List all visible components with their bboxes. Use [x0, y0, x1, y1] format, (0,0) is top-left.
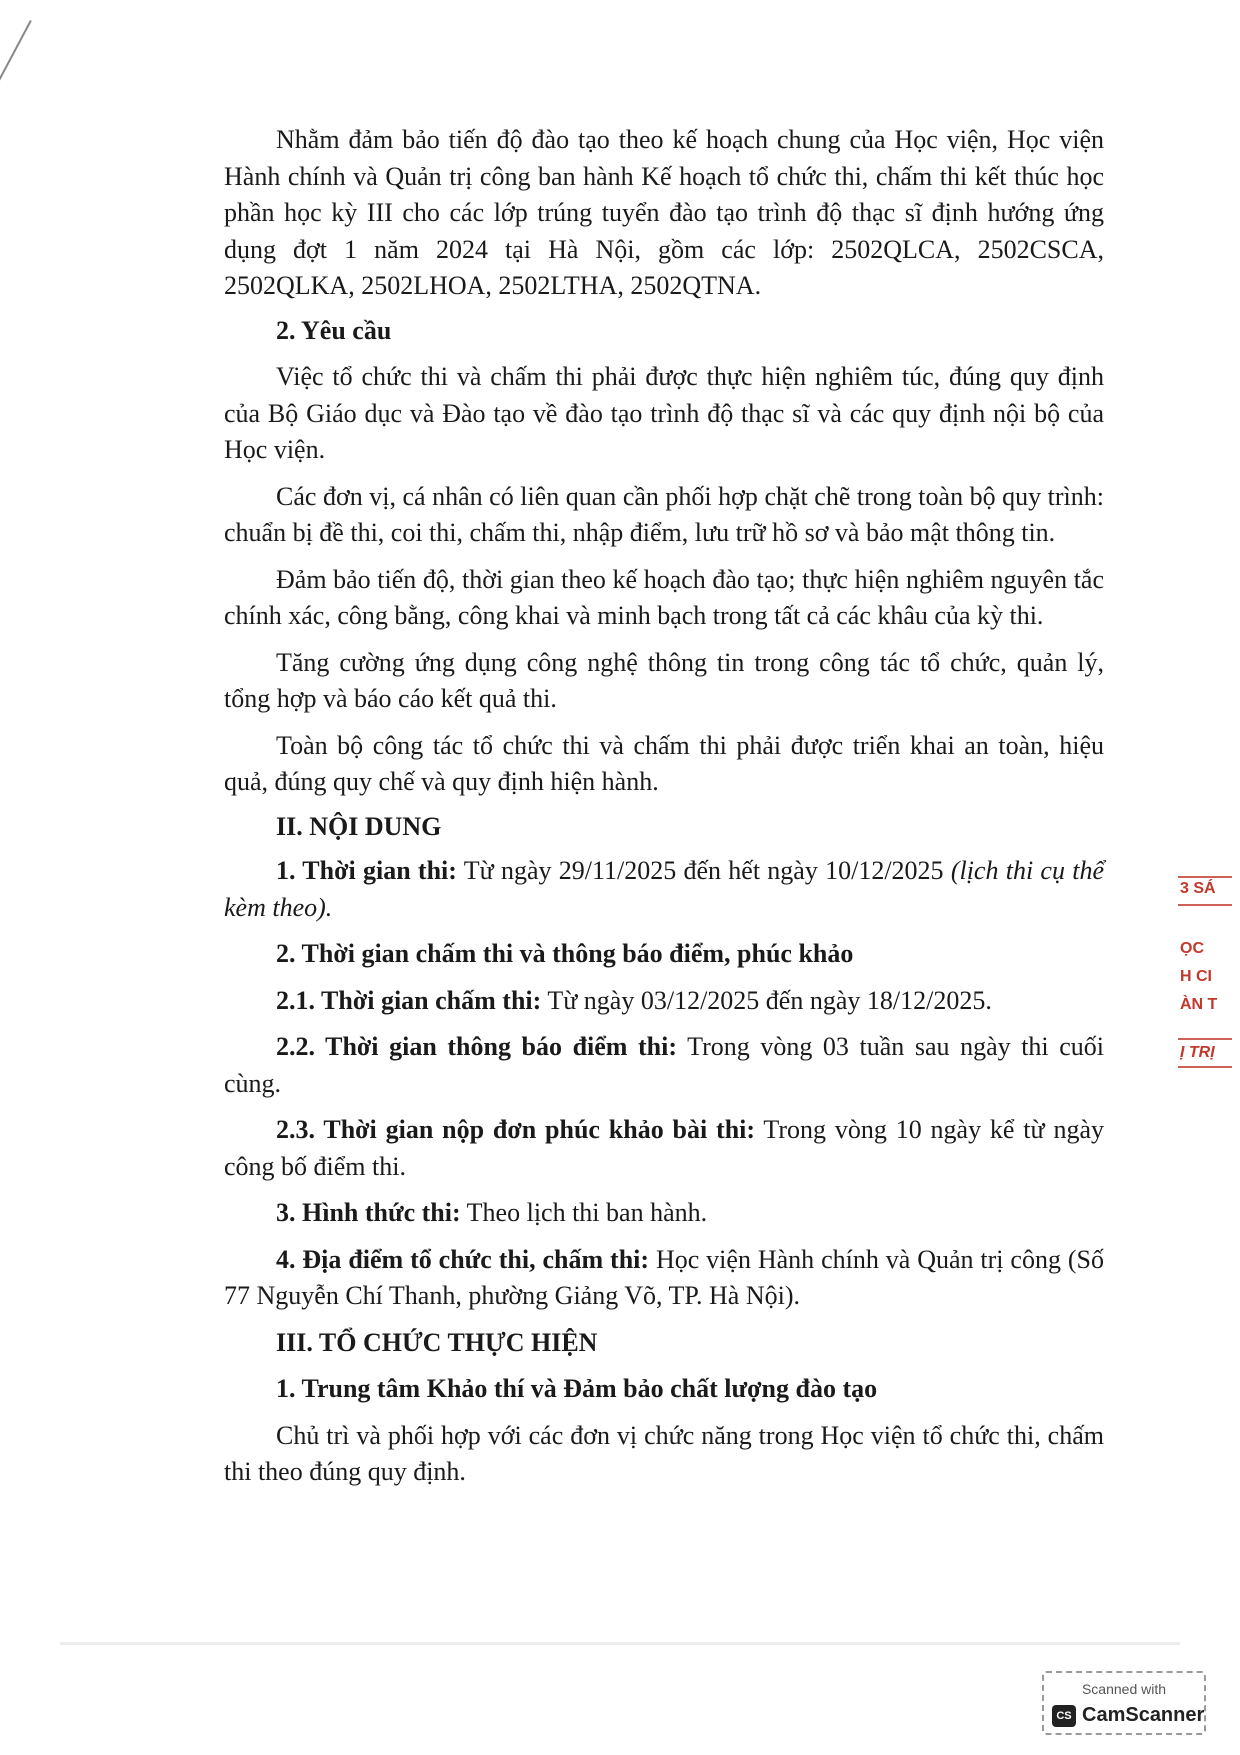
notice-item: [224, 1029, 1104, 1102]
appeal-text: Trong vòng 10 ngày kể từ ngày công bố điểm thi.: [224, 1115, 1104, 1181]
exam-time-item: [224, 853, 1104, 926]
intro-paragraph: Nhằm đảm bảo tiến độ đào tạo theo kế hoạch chung của Học viện, Học viện Hành chính và Quản trị công ban hành Kế hoạch tổ chức thi, chấm thi kết thúc học phần học kỳ III cho các lớp trúng tuyển đào tạo trình độ thạc sĩ định hướng ứng dụng đợt 1 năm 2024 tại Hà Nội, gồm các lớp: 2502QLCA, 2502CSCA, 2502QLKA, 2502LHOA, 2502LTHA, 2502QTNA.: [224, 125, 1104, 300]
requirement-paragraph: Tăng cường ứng dụng công nghệ thông tin trong công tác tổ chức, quản lý, tổng hợp và báo cáo kết quả thi.: [224, 647, 1104, 713]
grading-heading: 2. Thời gian chấm thi và thông báo điểm, phúc khảo: [276, 939, 854, 968]
implementation-heading: III. TỔ CHỨC THỰC HIỆN: [276, 1327, 598, 1357]
seal-text: Ị TRỊ: [1180, 1044, 1215, 1061]
requirement-paragraph: Việc tổ chức thi và chấm thi phải được thực hiện nghiêm túc, đúng quy định của Bộ Giáo dục và Đào tạo về đào tạo trình độ thạc sĩ và các quy định nội bộ của Học viện.: [224, 362, 1104, 464]
requirement-paragraph: Toàn bộ công tác tổ chức thi và chấm thi phải được triển khai an toàn, hiệu quả, đúng quy chế và quy định hiện hành.: [224, 730, 1104, 796]
seal-text: ÀN T: [1180, 996, 1218, 1013]
notice-text: Trong vòng 03 tuần sau ngày thi cuối cùng.: [224, 1032, 1104, 1098]
document-body: [224, 122, 1104, 1491]
location-item: [224, 1242, 1104, 1315]
camscanner-logo-icon: CS: [1052, 1705, 1076, 1727]
camscanner-name: CamScanner: [1082, 1704, 1205, 1726]
requirement-paragraph: Đảm bảo tiến độ, thời gian theo kế hoạch đào tạo; thực hiện nghiêm nguyên tắc chính xác, công bằng, công khai và minh bạch trong tất cả các khâu của kỳ thi.: [224, 564, 1104, 630]
grading-label: 2.1. Thời gian chấm thi:: [276, 985, 542, 1015]
seal-text: H CI: [1180, 968, 1212, 985]
implementation-paragraph: Chủ trì và phối hợp với các đơn vị chức năng trong Học viện tổ chức thi, chấm thi theo đúng quy định.: [224, 1420, 1104, 1486]
page-bottom-shadow: [60, 1642, 1180, 1645]
location-text: Học viện Hành chính và Quản trị công (Số 77 Nguyễn Chí Thanh, phường Giảng Võ, TP. Hà Nội).: [224, 1244, 1105, 1310]
grading-text: Từ ngày 03/12/2025 đến ngày 18/12/2025.: [541, 985, 992, 1015]
form-label: 3. Hình thức thi:: [276, 1198, 461, 1227]
implementation-subheading: 1. Trung tâm Khảo thí và Đảm bảo chất lượng đào tạo: [276, 1374, 878, 1403]
scan-mark: [0, 20, 32, 153]
seal-text: 3 SÁ: [1180, 880, 1216, 897]
requirements-heading: 2. Yêu cầu: [276, 315, 392, 345]
seal-text: ỌC: [1180, 940, 1204, 957]
camscanner-watermark: [1042, 1671, 1206, 1735]
requirement-paragraph: Các đơn vị, cá nhân có liên quan cần phối hợp chặt chẽ trong toàn bộ quy trình: chuẩn bị đề thi, coi thi, chấm thi, nhập điểm, lưu trữ hồ sơ và bảo mật thông tin.: [224, 481, 1104, 547]
form-item: [224, 1195, 1104, 1232]
appeal-item: [224, 1112, 1104, 1185]
exam-time-note: (lịch thi cụ thể kèm theo).: [224, 856, 1104, 922]
notice-label: 2.2. Thời gian thông báo điểm thi:: [276, 1032, 678, 1061]
form-text: Theo lịch thi ban hành.: [460, 1198, 708, 1227]
exam-time-label: 1. Thời gian thi:: [276, 856, 457, 885]
appeal-label: 2.3. Thời gian nộp đơn phúc khảo bài thi:: [276, 1115, 756, 1144]
content-heading: II. NỘI DUNG: [276, 811, 442, 841]
scanned-with-text: Scanned with: [1081, 1681, 1167, 1697]
exam-time-text: Từ ngày 29/11/2025 đến hết ngày 10/12/2025: [456, 856, 951, 885]
grading-item: [224, 983, 1104, 1020]
location-label: 4. Địa điểm tổ chức thi, chấm thi:: [276, 1244, 650, 1274]
red-seal-fragment: [1172, 870, 1232, 1080]
